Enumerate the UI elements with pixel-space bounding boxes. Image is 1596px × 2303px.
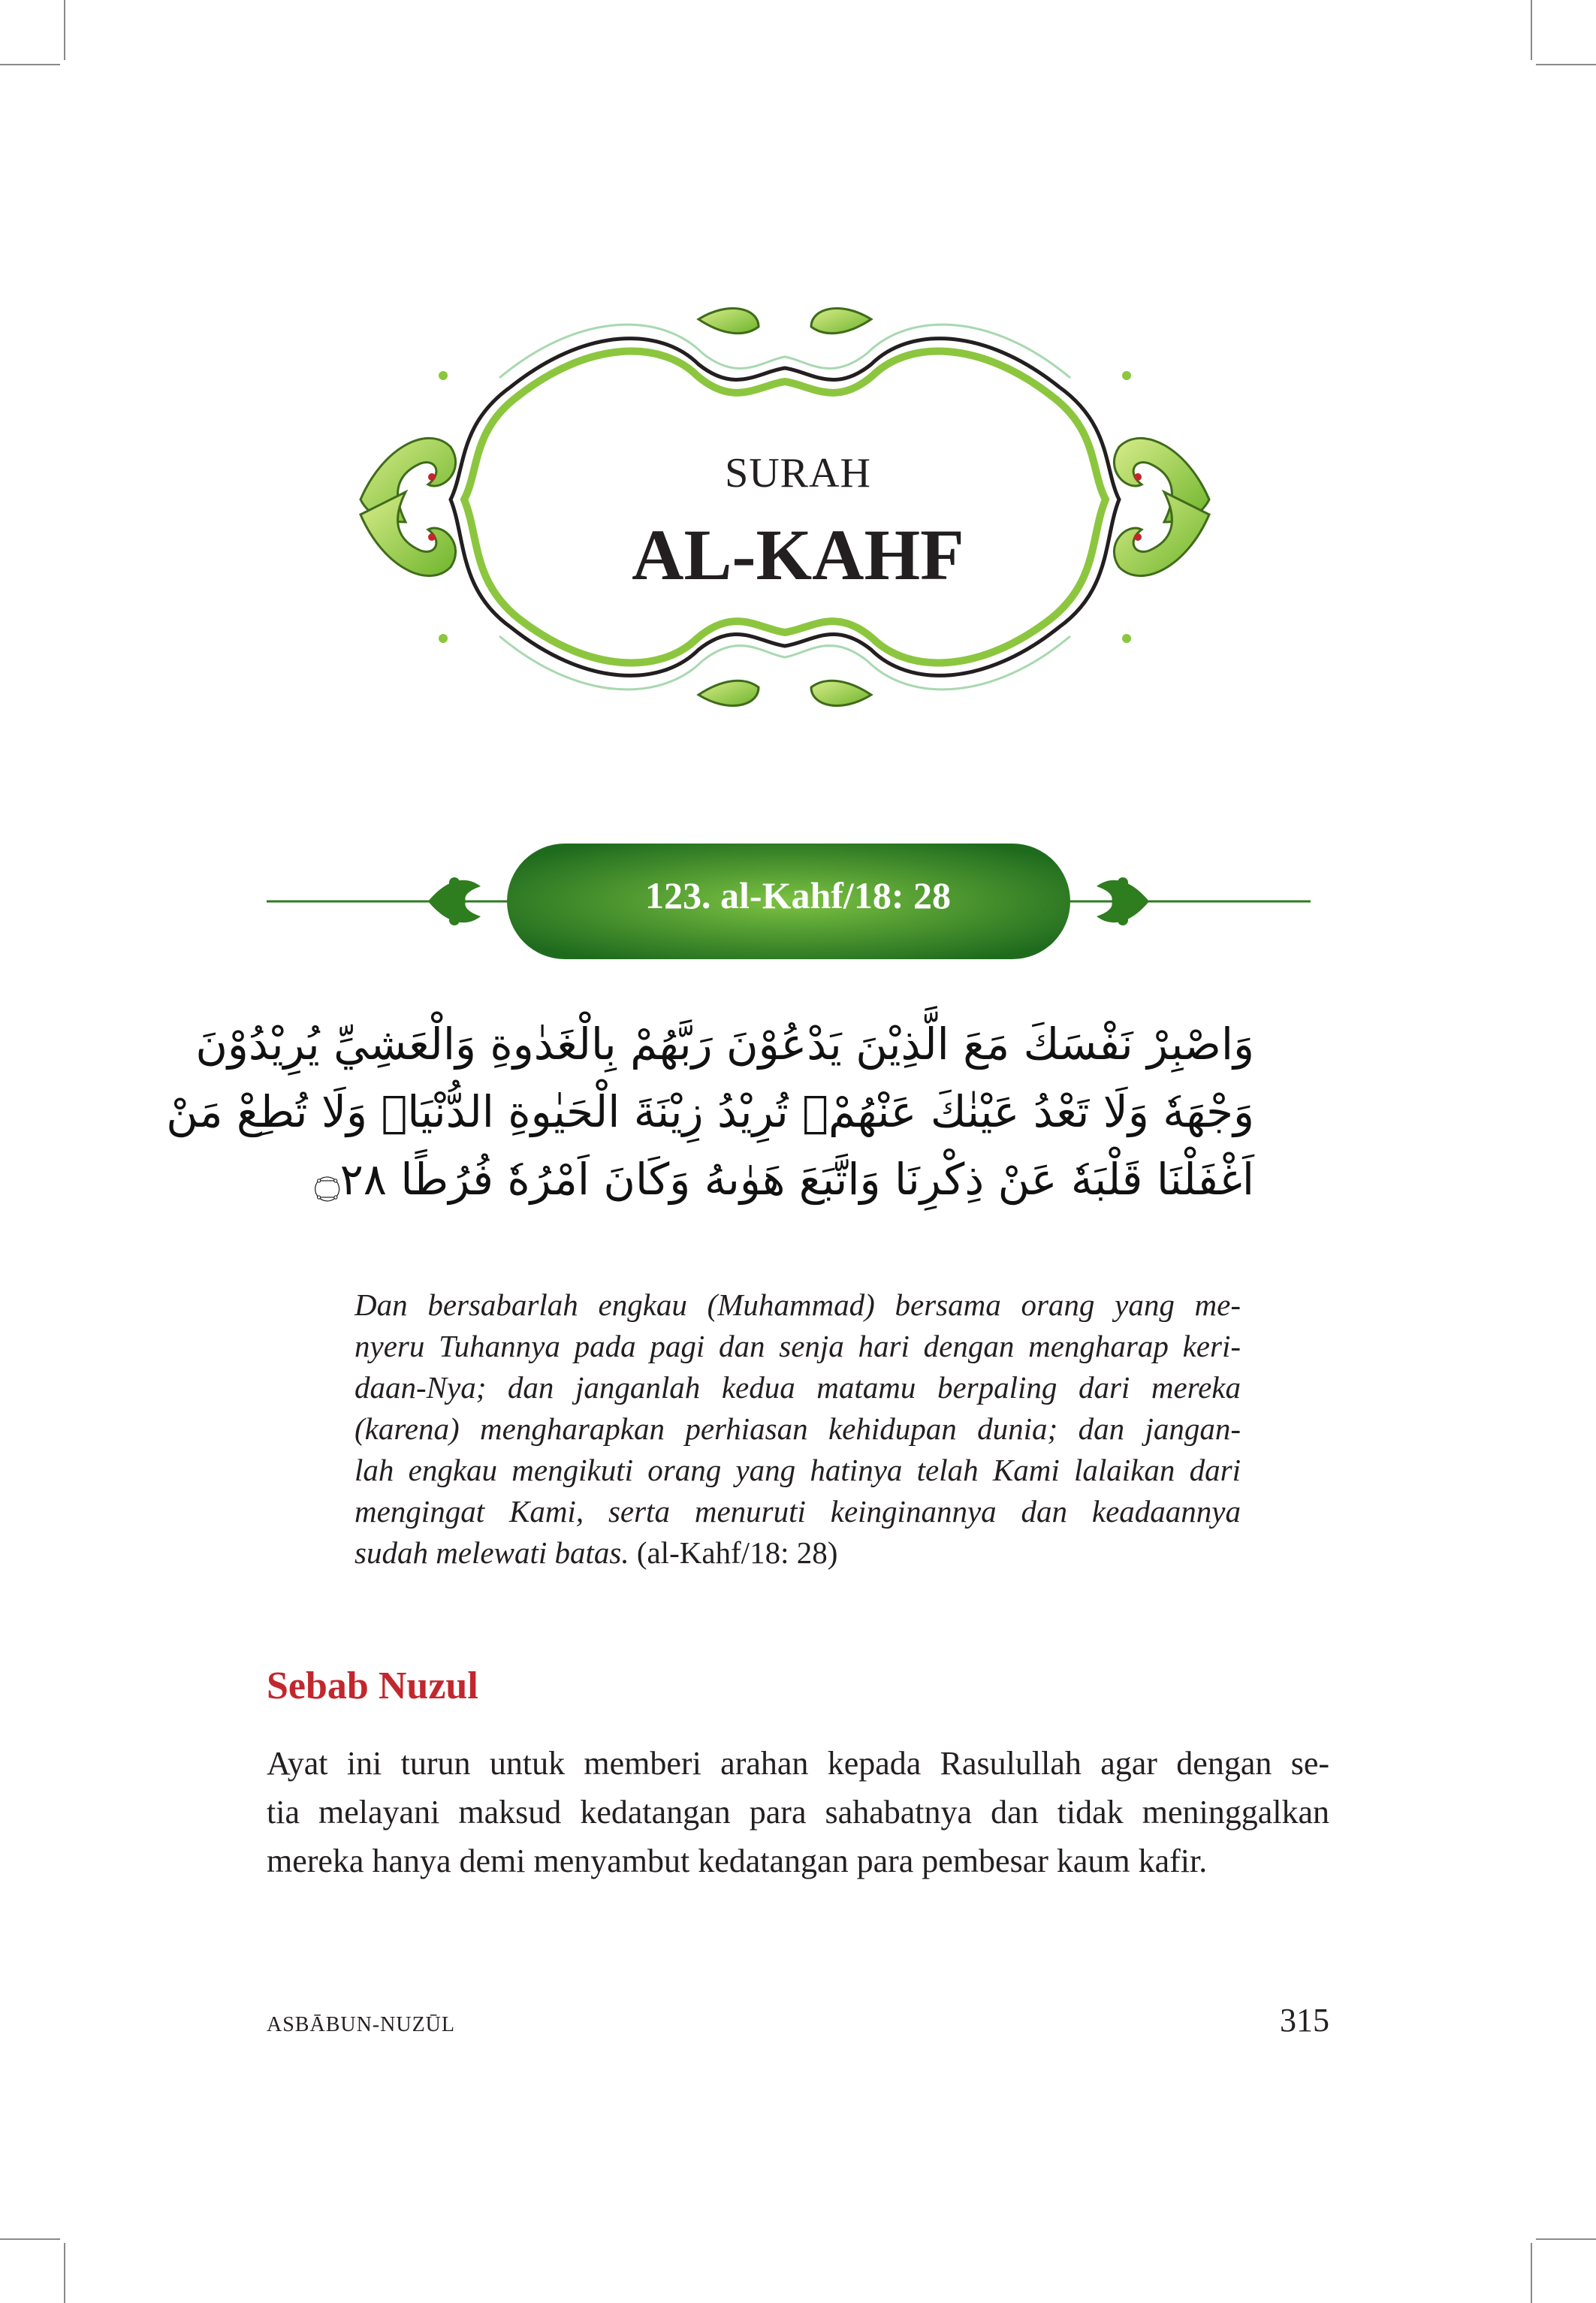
crop-mark (0, 64, 60, 65)
translation-line (354, 1532, 1241, 1574)
arabic-line: اَغْفَلْنَا قَلْبَهٗ عَنْ ذِكْرِنَا وَاتَّبَعَ هَوٰىهُ وَكَانَ اَمْرُهٗ فُرُطًا ۝٢٨ (314, 1154, 1254, 1205)
section-heading: Sebab Nuzul (267, 1665, 478, 1707)
crop-mark (1536, 64, 1596, 65)
verse-reference: 123. al-Kahf/18: 28 (645, 874, 951, 916)
ornamental-frame (338, 297, 1232, 714)
translation-line: Dan bersabarlah engkau (Muhammad) bersama orang yang me- (354, 1287, 1241, 1322)
verse-translation (354, 1284, 1241, 1574)
translation-line: nyeru Tuhannya pada pagi dan senja hari dengan mengharap keri- (354, 1329, 1241, 1363)
surah-title: AL-KAHF (632, 515, 964, 595)
body-line: Ayat ini turun untuk memberi arahan kepada Rasulullah agar dengan se- (267, 1745, 1329, 1782)
translation-citation: (al-Kahf/18: 28) (636, 1535, 838, 1570)
page-number: 315 (1280, 2002, 1329, 2039)
crop-mark (1531, 2243, 1532, 2303)
surah-label: SURAH (725, 450, 871, 497)
arabic-line: وَجْهَهٗ وَلَا تَعْدُ عَيْنٰكَ عَنْهُمْۚ تُرِيْدُ زِيْنَةَ الْحَيٰوةِ الدُّنْيَاۚ وَلَا تُطِعْ مَنْ (166, 1086, 1254, 1137)
translation-last-text: sudah melewati batas. (354, 1535, 629, 1570)
arabic-verse (166, 1010, 1254, 1213)
translation-line: daan-Nya; dan janganlah kedua matamu berpaling dari mereka (354, 1370, 1241, 1405)
crop-mark (0, 2238, 60, 2240)
crop-mark (1531, 0, 1532, 60)
crop-mark (64, 2243, 65, 2303)
section-body (267, 1739, 1329, 1885)
translation-line: (karena) mengharapkan perhiasan kehidupan dunia; dan jangan- (354, 1411, 1241, 1446)
crop-mark (1536, 2238, 1596, 2240)
body-line: mereka hanya demi menyambut kedatangan para pembesar kaum kafir. (267, 1843, 1208, 1879)
crop-mark (64, 0, 65, 60)
translation-line: lah engkau mengikuti orang yang hatinya telah Kami lalaikan dari (354, 1453, 1241, 1487)
arabic-line: وَاصْبِرْ نَفْسَكَ مَعَ الَّذِيْنَ يَدْعُوْنَ رَبَّهُمْ بِالْغَدٰوةِ وَالْعَشِيِّ يُرِيْدُوْنَ (195, 1019, 1254, 1070)
body-line: tia melayani maksud kedatangan para sahabatnya dan tidak meninggalkan (267, 1794, 1329, 1831)
translation-line: mengingat Kami, serta menuruti keinginannya dan keadaannya (354, 1494, 1241, 1529)
running-title: ASBĀBUN-NUZŪL (267, 2013, 455, 2036)
